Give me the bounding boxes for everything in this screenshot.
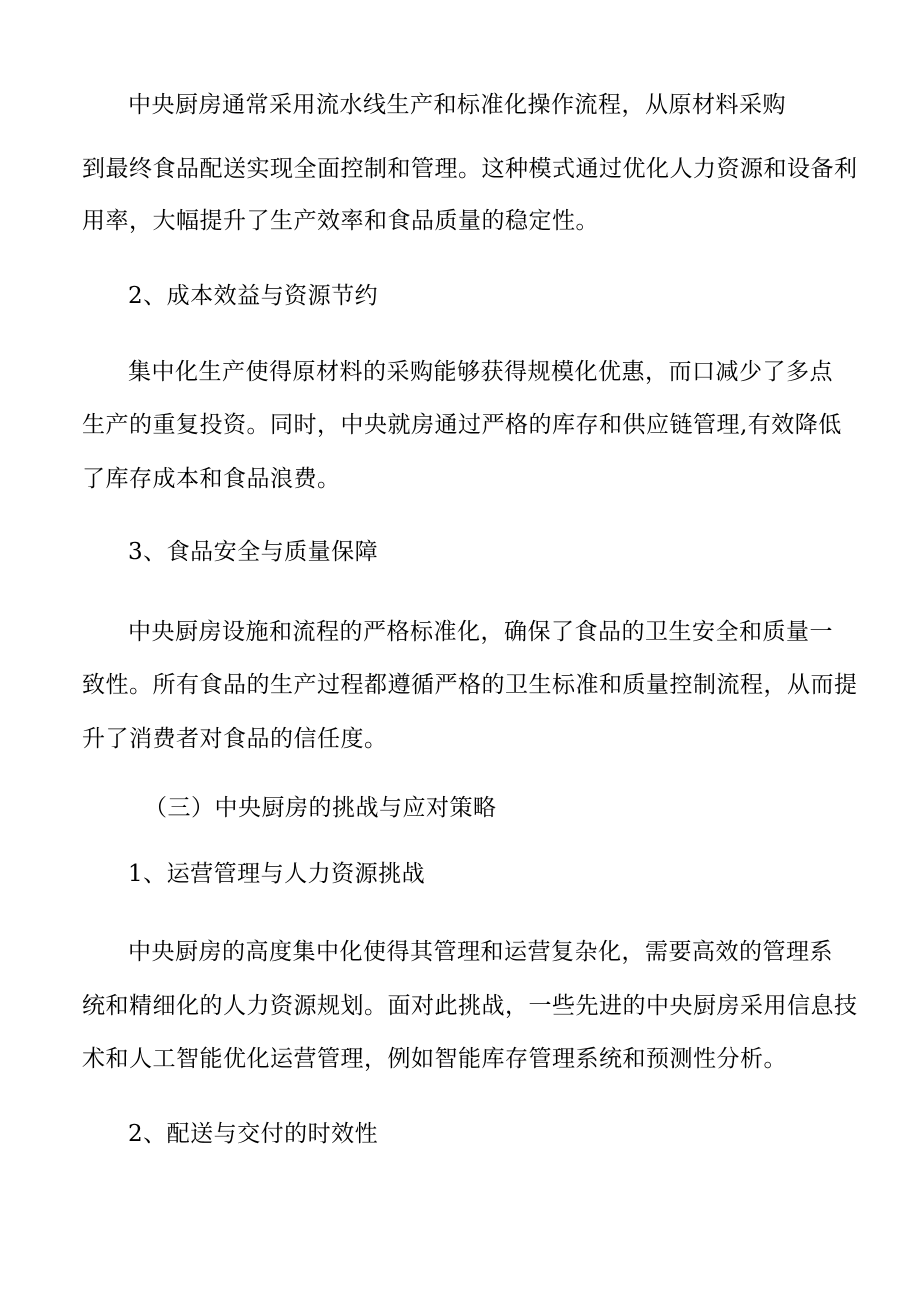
section-heading-operations: 1、运营管理与人力资源挑战 — [128, 861, 426, 887]
paragraph-3-line-3: 升了消费者对食品的信任度。 — [82, 726, 388, 752]
paragraph-1-line-1: 中央厨房通常采用流水线生产和标准化操作流程，从原材料采购 — [128, 92, 786, 118]
chapter-heading-challenges: （三）中央厨房的挑战与应对策略 — [144, 795, 497, 821]
section-heading-delivery: 2、配送与交付的时效性 — [128, 1121, 379, 1147]
paragraph-3-line-2: 致性。所有食品的生产过程都遵循严格的卫生标准和质量控制流程，从而提 — [82, 672, 858, 698]
section-heading-cost-benefit: 2、成本效益与资源节约 — [128, 283, 379, 309]
paragraph-2-line-3: 了库存成本和食品浪费。 — [82, 466, 341, 492]
paragraph-4-line-1: 中央厨房的高度集中化使得其管理和运营复杂化，需要高效的管理系 — [128, 939, 833, 965]
paragraph-1-line-3: 用率，大幅提升了生产效率和食品质量的稳定性。 — [82, 208, 599, 234]
section-heading-food-safety: 3、食品安全与质量保障 — [128, 539, 379, 565]
paragraph-3-line-1: 中央厨房设施和流程的严格标准化，确保了食品的卫生安全和质量一 — [128, 619, 833, 645]
paragraph-2-line-1: 集中化生产使得原材料的采购能够获得规模化优惠，而口减少了多点 — [128, 359, 833, 385]
paragraph-4-line-3: 术和人工智能优化运营管理，例如智能库存管理系统和预测性分析。 — [82, 1046, 787, 1072]
paragraph-1-line-2: 到最终食品配送实现全面控制和管理。这种模式通过优化人力资源和设备利 — [82, 156, 858, 182]
paragraph-4-line-2: 统和精细化的人力资源规划。面对此挑战，一些先进的中央厨房采用信息技 — [82, 993, 858, 1019]
paragraph-2-line-2: 生产的重复投资。同时，中央就房通过严格的库存和供应链管理,有效降低 — [82, 412, 842, 438]
